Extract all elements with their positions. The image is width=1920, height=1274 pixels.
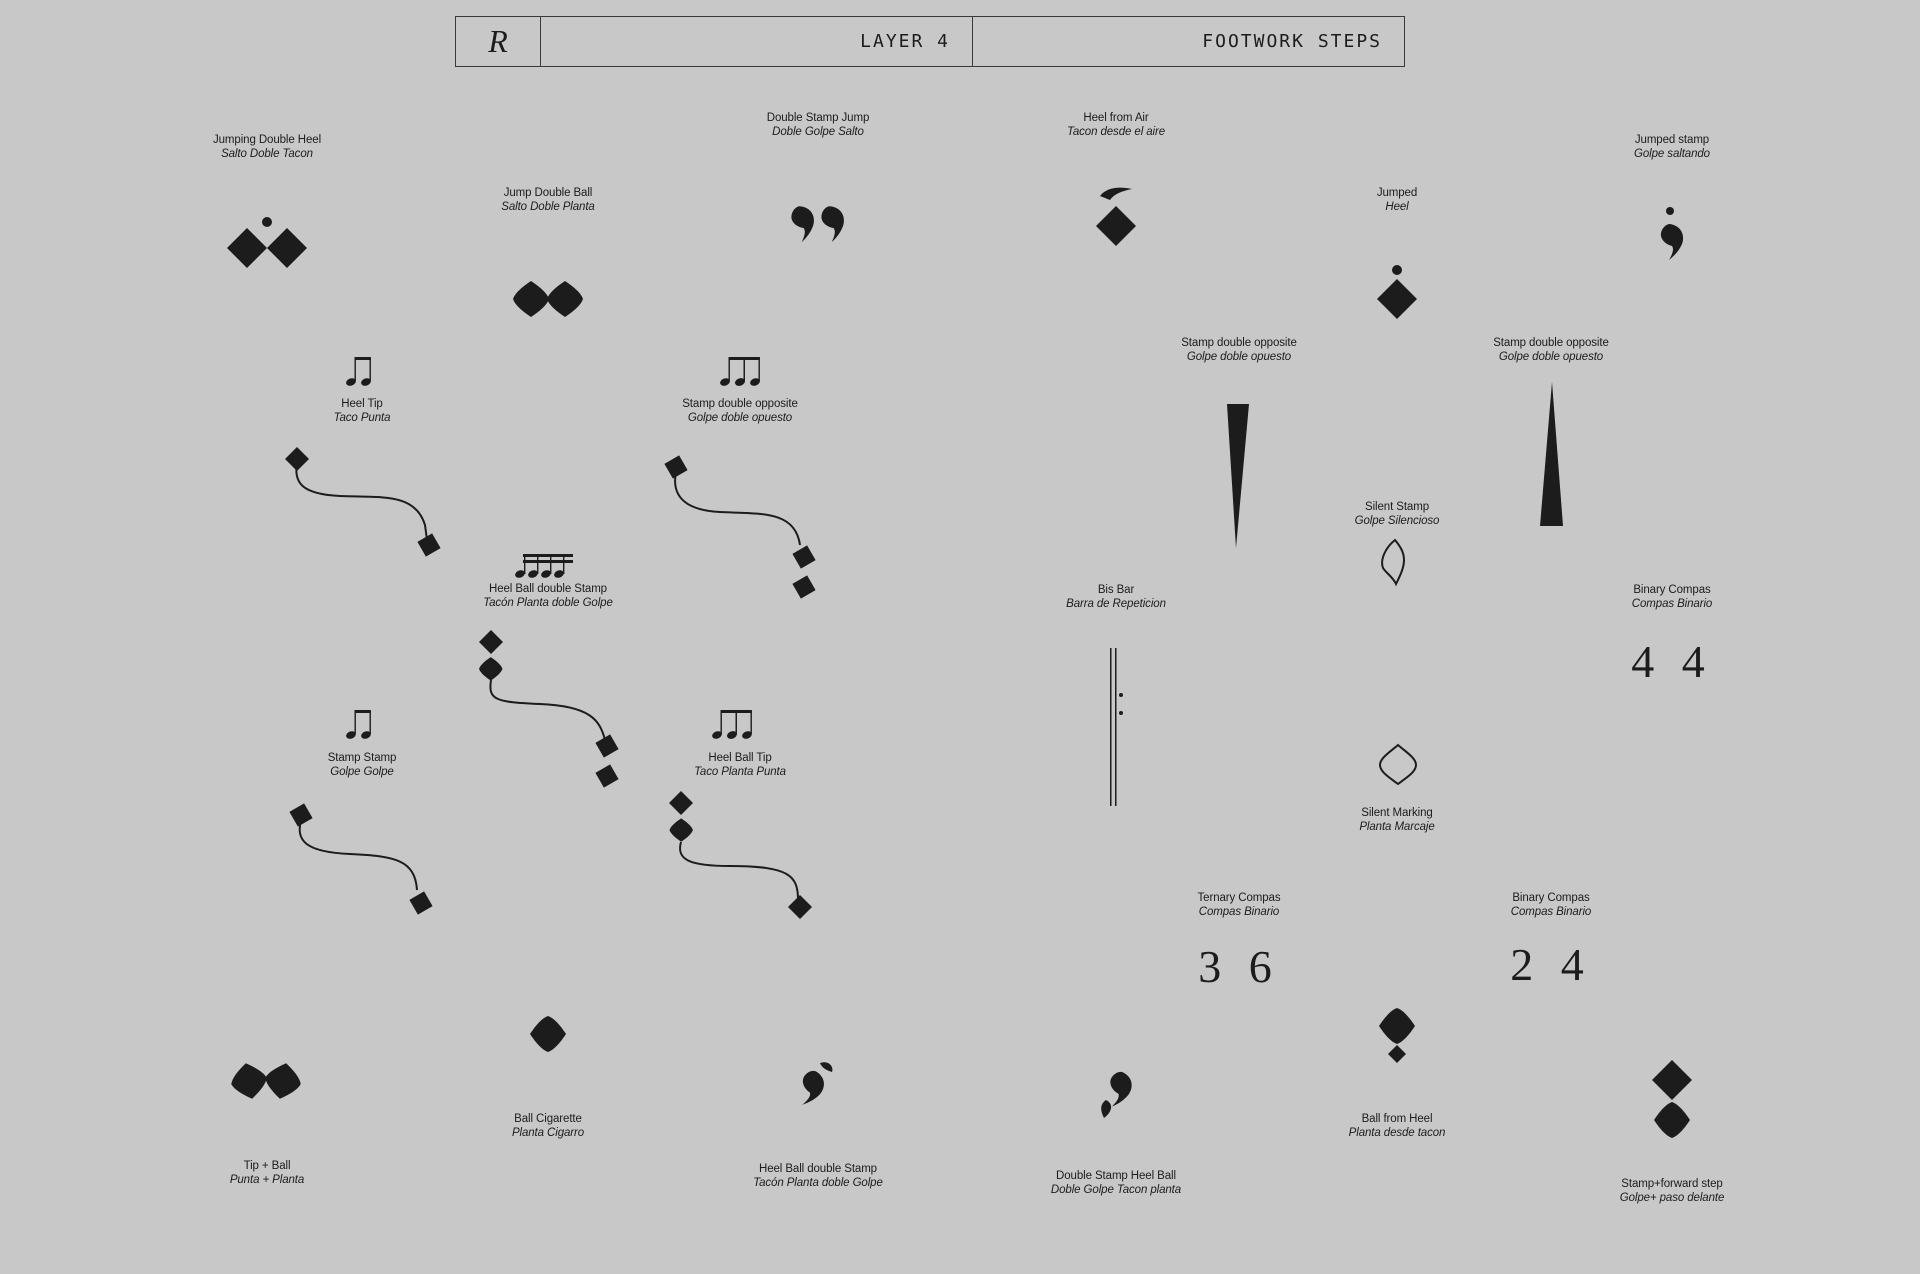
step-label-spanish: Doble Golpe Salto: [772, 126, 864, 138]
step-label-spanish: Golpe doble opuesto: [1498, 351, 1604, 363]
step-label-spanish: Compas Binario: [1510, 906, 1592, 918]
spike-up-glyph: [1540, 382, 1563, 526]
step-label-spanish: Planta Cigarro: [511, 1127, 585, 1139]
step-label-spanish: Punta + Planta: [229, 1174, 305, 1186]
jumped-stamp-glyph: [1661, 207, 1683, 260]
step-label-spanish: Compas Binario: [1198, 906, 1280, 918]
step-label-english: Bis Bar: [1097, 584, 1135, 596]
step-label-english: Binary Compas: [1633, 584, 1711, 596]
spike-down-glyph: [1227, 404, 1249, 548]
silent-stamp-glyph: [1382, 540, 1404, 584]
heel-ball-double-stamp-bottom-glyph: [795, 1062, 833, 1109]
bis-bar-glyph: [1110, 648, 1123, 806]
jump-double-ball-glyph: [513, 281, 583, 317]
step-label-spanish: Planta desde tacon: [1348, 1127, 1446, 1139]
page-title: FOOTWORK STEPS: [1202, 31, 1382, 52]
step-label-english: Tip + Ball: [243, 1160, 291, 1172]
silent-marking-glyph: [1380, 745, 1416, 784]
compas-signature: 3 6: [1198, 941, 1280, 992]
step-label-spanish: Golpe Silencioso: [1354, 515, 1440, 527]
tip-ball-glyph: [228, 1060, 304, 1102]
step-label-english: Ball Cigarette: [514, 1113, 582, 1125]
step-label-spanish: Tacón Planta doble Golpe: [753, 1177, 883, 1189]
step-label-english: Silent Marking: [1361, 807, 1433, 819]
double-stamp-heel-ball-glyph: [1101, 1070, 1135, 1118]
step-label-spanish: Heel: [1385, 201, 1409, 213]
step-label-english: Heel Ball double Stamp: [489, 583, 607, 595]
step-label-spanish: Golpe doble opuesto: [1186, 351, 1292, 363]
step-label-english: Binary Compas: [1512, 892, 1590, 904]
step-label-english: Jumped: [1376, 187, 1418, 199]
step-label-english: Silent Stamp: [1364, 501, 1429, 513]
step-label-spanish: Taco Planta Punta: [694, 766, 786, 778]
step-label-spanish: Compas Binario: [1631, 598, 1713, 610]
step-label-spanish: Golpe saltando: [1634, 148, 1710, 160]
step-label-english: Jumping Double Heel: [212, 134, 322, 146]
step-label-spanish: Taco Punta: [333, 412, 391, 424]
step-label-english: Stamp double opposite: [1181, 337, 1297, 349]
step-label-english: Jumped stamp: [1634, 134, 1710, 146]
step-label-english: Heel Tip: [341, 398, 383, 410]
compas-signature: 2 4: [1510, 939, 1592, 990]
step-label-english: Stamp double opposite: [682, 398, 798, 410]
step-label-english: Heel from Air: [1083, 112, 1149, 124]
step-label-english: Heel Ball double Stamp: [759, 1163, 877, 1175]
heel-ball-tip-glyph: [669, 710, 812, 919]
logo: R: [456, 17, 541, 66]
stamp-stamp-glyph: [286, 710, 435, 918]
step-label-spanish: Golpe doble opuesto: [687, 412, 793, 424]
step-label-english: Ternary Compas: [1197, 892, 1281, 904]
step-label-spanish: Tacon desde el aire: [1066, 126, 1166, 138]
step-label-spanish: Golpe Golpe: [330, 766, 394, 778]
step-label-english: Jump Double Ball: [503, 187, 593, 199]
ball-cigarette-glyph: [530, 1016, 566, 1052]
step-label-english: Double Stamp Jump: [766, 112, 870, 124]
jumped-heel-glyph: [1377, 265, 1417, 319]
step-label-spanish: Salto Doble Tacon: [221, 148, 313, 160]
step-label-english: Stamp+forward step: [1621, 1178, 1723, 1190]
step-label-english: Ball from Heel: [1361, 1113, 1433, 1125]
step-label-spanish: Planta Marcaje: [1359, 821, 1435, 833]
double-stamp-jump-glyph: [790, 205, 845, 243]
stamp-double-opposite-glyph: [661, 357, 818, 602]
step-label-english: Heel Ball Tip: [708, 752, 772, 764]
step-label-english: Stamp double opposite: [1493, 337, 1609, 349]
step-label-spanish: Barra de Repeticion: [1066, 598, 1166, 610]
step-label-english: Double Stamp Heel Ball: [1056, 1170, 1176, 1182]
heel-from-air-glyph: [1096, 188, 1136, 246]
ball-from-heel-glyph: [1379, 1008, 1415, 1063]
step-label-spanish: Golpe+ paso delante: [1619, 1192, 1725, 1204]
step-label-spanish: Tacón Planta doble Golpe: [483, 597, 613, 609]
step-label-spanish: Doble Golpe Tacon planta: [1050, 1184, 1182, 1196]
jumping-double-heel-glyph: [227, 217, 307, 268]
compas-signature: 4 4: [1631, 636, 1713, 687]
heel-ball-double-stamp-glyph: [479, 554, 622, 791]
step-label-spanish: Salto Doble Planta: [501, 201, 595, 213]
step-label-english: Stamp Stamp: [327, 752, 397, 764]
heel-tip-glyph: [285, 357, 444, 560]
stamp-forward-step-glyph: [1652, 1060, 1692, 1138]
layer-label: LAYER 4: [541, 17, 973, 66]
